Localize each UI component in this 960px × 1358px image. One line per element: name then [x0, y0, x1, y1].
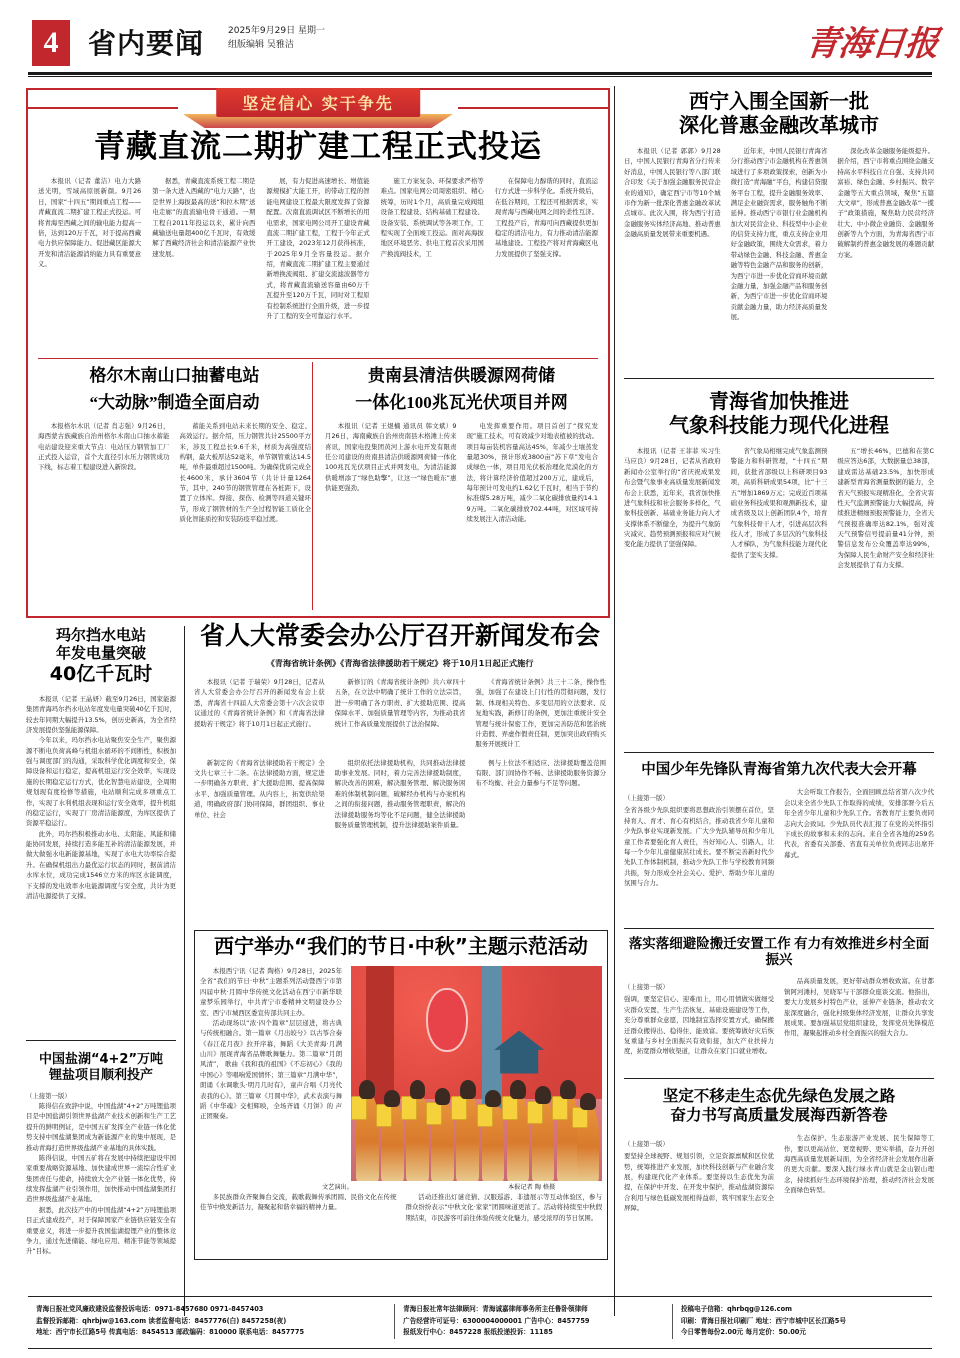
- right2-headline-2: 气象科技能力现代化进程: [669, 415, 889, 437]
- photo-caption-credit: 本报记者 陶 格摄: [508, 1184, 556, 1191]
- left1-body-1: 本报讯（记者 王晶妍）截至9月26日，国家能源集团青海玛尔挡水电站年度发电量突破40亿千瓦时，较去年同期大幅提升13.5%，创历史新高，为全省经济发展提供坚强能源保障。: [26, 694, 176, 734]
- newspaper-logo: 青海日报: [803, 26, 940, 63]
- masthead: [0, 0, 960, 72]
- right-article-3: [624, 762, 934, 888]
- photo-lantern-decor: [426, 988, 468, 1052]
- sub-right-headline-2: 一体化100兆瓦光伏项目并网: [355, 393, 568, 413]
- center-col-5: 组织依托法律援助机构，共同推动法律援助事业发展。同时，着力完善法律援助制度，解决改善的困难，解决服务管理、解决服务困难的体制机制问题，破解经办机构与办案机构之间的衔接问题，推动服务管理职责，解决的法律援助服务均等化不足问题，健全法律援助服务质量管理机制，提升法律援助案件质量。: [334, 758, 466, 829]
- right1-col-1: 本报讯（记者 郭郭）9月28日，中国人民银行青海省分行传来好消息，中国人民银行等八部门联合印发《关于加强金融服务民营企业的通知》，确定西宁市等10个城市作为新一批深化普惠金融改革试点城市。此次入围，将为西宁打造金融服务实体经济高地、推动普惠金融高质量发展带来重要机遇。: [624, 147, 721, 238]
- left2-body-3: 据悉，此次技产中的中国盐湖“4+2”万吨锂盐项目正式建成投产，对于保障国家产业链供应链安全有重要意义，将进一步提升我国盐湖提锂产业的整体竞争力，通过先进储能、绿电应用、精准节能等领域提升“目标。: [26, 1205, 176, 1256]
- sub-right-col-1: 本报讯（记者 王煜楠 通讯员 韩文斌）9月26日，海南藏族自治州贵南县木格滩上传来喜讯，国家电投集团黄河上游水电开发有限责任公司建设的贵南县清洁供暖源网荷储一体化100兆瓦光伏项目正式并网发电，为清洁能源供暖增添了“绿色助擎”，让这一“绿色暖东”惠供能更强劲。: [325, 421, 457, 493]
- left-column-separator: [26, 1040, 176, 1041]
- footer-b-line1: 青海日报社常年法律顾问：青海诚嘉律师事务所主任鲁卧领律师: [403, 1305, 588, 1313]
- right3-source: （上接第一版）: [624, 794, 669, 803]
- feature-col-4: 施工方案复杂、环保要求严格等难点。国家电网公司周密组织、精心统筹，历时1个月，高质量完成阀组设备工程建设、结构基础工程建设、设备安装、系统调试等各项工作，工程实现了全面竣工投运。面对高海拔地区环境恶劣、供电工程首次采用国产换流阀技术，工: [380, 177, 484, 258]
- photo-caption: 文艺演出。: [322, 1184, 353, 1191]
- center-col-4: 新制定的《青海省法律援助若干规定》全文共七章三十二条。在法律援助方面，规定进一步明确各方职责、扩大援助范围、提高保障水平、加强质量管理。从内容上，拓宽供给渠道，明确政府部门协同保障，群团组织、事业单位、社会: [194, 758, 325, 819]
- right1-col-3: 深化改革金融服务能级提升。据介绍，西宁市将重点围绕金融支持高水平科技自立自强、支持共同富裕、绿色金融、乡村振兴、数字金融等五大重点领域，聚焦“五篇大文章”，形成普惠金融改革“一揽子”政策措施，聚焦助力民营经济壮大、中小微企业融资、金融服务创新等九个方面，为青海省西宁市破解制约普惠金融发展的难题贡献方案。: [837, 147, 935, 259]
- right3-columns: [624, 787, 934, 888]
- right2-col-2: 省气象局相继完成气象监测预警能力和科研管理，“十四五”期间，获批省部级以上科研项目93项，高质科研成果54项，比“十三五”增加1869万元；完成近百项基础业务科技成果和观测新技术，建成省级及以上创新团队4个，培育气象科技骨干人才，引进高层次科技人才，形成了多层次的气象科技人才梯队，为气象科技能力现代化提供了坚实支撑。: [730, 447, 828, 559]
- footer-rule-bottom: [28, 1348, 932, 1349]
- right2-col-3: 五“增长46%，巴德和在第C级应答达6部，大数据量总38部，建成雷达基础23.5%，加快形成建新型青海省测量数据的能力，全省天气预报实现精准化，全省灾害性天气监测预警能力大幅提高，持续推进精细预报预警能力，全省天气预报准确率达82.1%，强对流天气预警信号提前量41分钟，预警信息发布公众覆盖率达99%，为保障人民生命财产安全和经济社会发展提供了有力支撑。: [837, 447, 935, 570]
- banner-slogan: 坚定信心 实干争先: [216, 88, 420, 117]
- feature-col-1: 本报讯（记者 董洁）电力大路送光明，雪域高原展新颜。9月26日，国家“十四五”期间重点工程——青藏直流二期扩建工程正式投运。可将青海至西藏之间的输电能力提高一倍，达到120万千瓦，对于提高西藏电力供应保障能力、促进藏区能源大开发和清洁能源消纳能力具有重要意义。: [38, 177, 142, 268]
- feature-body-columns: [38, 176, 598, 356]
- right1-headline-1: 西宁入围全国新一批: [689, 91, 869, 113]
- right2-columns: [624, 446, 934, 571]
- left1-headline-3: 40亿千瓦时: [49, 662, 153, 685]
- page-number: 4: [32, 20, 70, 66]
- left1-headline-1: 玛尔挡水电站: [55, 626, 146, 644]
- footer-c-line2: 印刷：青海日报社印刷厂 地址：西宁市城中区长江路5号: [680, 1316, 846, 1325]
- footer-a-line1: 青海日报社党风廉政建设监督投诉电话：0971-8457680 0971-8457403: [36, 1305, 264, 1313]
- right-article-5: [624, 1088, 934, 1213]
- publish-date: 2025年9月29日 星期一: [228, 26, 325, 36]
- right5-source: （上接第一版）: [624, 1140, 669, 1149]
- banner-rule-left: [28, 107, 178, 109]
- footer-b-line2: 广告经营许可证号：6300004000001 广告中心：8457759: [403, 1316, 590, 1325]
- sub-article-right: [325, 366, 598, 525]
- footer-b-line3: 报纸发行中心：8457228 报纸投递投诉：11185: [403, 1328, 553, 1337]
- footer-legal-block: [394, 1304, 672, 1339]
- sub-right-col-2: 电发挥重要作用。项目首创了“探究发现”施工技术，可有效减少对地表植被的扰动。项目每亩装机容量高达45%，年减少土壤蒸发量超30%，预计形成3800亩“苏下草”发电合成绿色一体，项目用光伏板治理化荒漠化的方法，将计算经济价值超过200万元，建成后，每年预计可发电约1.62亿千瓦时，相当于节约标准煤5.28万吨，减少二氧化碳排放量约14.19万吨。二氧化碳排放702.44吨，对区域可持续发展注入清洁动能。: [466, 421, 598, 524]
- header-rule-thin: [28, 76, 932, 77]
- feature-col-3: 展，有力促进高速增长、增值能源规模扩大能工开，的带动工程的智能电网建设工程最大限度发挥了资源配置。次南直流调试区不断增长的用电需求，国家电网公司开工建设青藏直流二期扩建工程，工程于今年正式开工建设，2023年12月获得核准，于2025年9月全容量投运。据介绍，青藏直流二期扩建工程主要通过新增换流阀组、扩建交流滤波器等方式，将青藏直流输送容量由60万千瓦提升至120万千瓦，同时对工程原有控制系统进行全面升级，进一步提升了工程的安全可靠运行水平。: [266, 177, 370, 320]
- center-body-columns: [194, 677, 606, 750]
- footer-a-line2: 监督投诉邮箱：qhrbjw@163.com 读者监督电话：8457776(白) 8457258(夜): [36, 1316, 287, 1325]
- sub-right-headline-1: 贵南县清洁供暖源网荷储: [368, 366, 555, 385]
- right1-col-2: 近年来，中国人民银行青海省分行推动西宁市金融机构在普惠领域进行了多项政策探索，创新为小微打造“青海融”平台，构建信贷服务平台工程，提升金融服务效率、满足企业融资需求，服务触角不断延伸。推动西宁市银行业金融机构加大对民营企业、科技型中小企业的信贷支持力度，重点支持企业用好金融政策，围绕大众需求，着力带动绿色金融、科技金融、普惠金融等特色金融产品和服务的创新，为西宁市进一步优化营商环境贡献金融力量，加强金融产品和服务创新，为西宁市进一步优化营商环境贡献金融力量，助力经济高质量发展。: [730, 147, 828, 321]
- right5-col-1: 要坚持全球视野、规划引领，立足资源禀赋和区位优势，统筹推进产业发展，加快科技创新与产业融合发展，构建现代化产业体系。要坚持以生态优先为前提，在保护中开发、在开发中保护，推动盐湖资源综合利用与绿色低碳发展相得益彰，筑牢国家生态安全屏障。: [624, 1152, 774, 1213]
- feature-col-5: 在保障电力醇谐的同时，直流运行方式进一步科学化。系统升级后，在低谷期间，工程还可根据需求，实现青海与西藏电网之间的柔性互济。工程投产后，青海可向西藏提供更加稳定的清洁电力，有力推动清洁能源基地建设。工程投产将对青海藏区电力发展提供了坚强支撑。: [494, 177, 599, 258]
- column-divider-right: [614, 86, 615, 1316]
- footer-rule-top: [28, 1296, 932, 1297]
- right4-source: （上接第一版）: [624, 983, 669, 992]
- right4-col-1: 强调，要坚定信心、迎难而上，用心用情做实做细受灾群众安置、生产生活恢复、基础设施建设等工作，充分尊重群众意愿，因地制宜选择安置方式，确保搬迁群众搬得出、稳得住、能致富。要统筹做好灾后恢复重建与乡村全面振兴有效衔接，加大产业扶持力度，拓宽群众增收渠道，让群众在家门口就业增收。: [624, 995, 774, 1056]
- center-subheadline: 《青海省统计条例》《青海省法律援助若干规定》将于10月1日起正式施行: [266, 658, 534, 668]
- footer-contact-block: [28, 1304, 394, 1339]
- right5-col-1-wrap: [624, 1133, 774, 1213]
- right-article-4: [624, 936, 934, 1057]
- left2-body-2: 陈得信说，中国五矿将在发展中持续把建设牢国家重要战略资源基地、加快建成世界一流综合性矿业集团责任与使命，持续放大全产业链一体化优势，持续发挥盐湖产业引领作用，加快推动中国盐湖集团打造世界级盐湖产业基地。: [26, 1153, 176, 1204]
- photo-feature-inner: [200, 966, 602, 1181]
- photo-text-column: [200, 966, 342, 1181]
- photo-bottom-columns: [200, 1192, 602, 1223]
- center-col-2: 新修订的《青海省统计条例》共六章四十五条，在立法中明确了统计工作的立法宗旨，进一步明确了各方职责、扩大援助范围、提高保障水平、加强质量管理等内容，为推动我省统计工作高质量发展提供了法治保障。: [334, 678, 466, 728]
- right1-columns: [624, 146, 934, 322]
- header-rule-thick: [28, 72, 932, 75]
- right4-col-2: 品高质量发展，更好带动群众增收致富。在甘都镇阿河滩村，吴晓军与干部群众座谈交流。他指出，要大力发展乡村特色产业，延伸产业链条，推动农文旅深度融合，强化村级集体经济发展，让群众共享发展成果。要加强基层党组织建设，发挥党员先锋模范作用，凝聚起推动乡村全面振兴的强大合力。: [784, 977, 934, 1038]
- footer-c-line1: 投稿电子信箱：qhrbqg@126.com: [680, 1305, 792, 1313]
- left2-headline-2: 锂盐项目顺利投产: [48, 1067, 153, 1083]
- page-title: 省内要闻: [88, 27, 205, 60]
- right-separator-2: [624, 752, 934, 753]
- right1-headline-2: 深化普惠金融改革城市: [679, 115, 879, 137]
- feature-col-2: 据悉，青藏直流系统工程二期是第一条大进入西藏的“电力天路”，也是世界上海拔最高的送“和拉木期”送电走廊”的直流输电骨干通道。一期工程自2011年投运以来，累计向西藏输送电量超400亿千瓦时，有效缓解了西藏经济社会和清洁能源产业快速发展。: [152, 177, 256, 258]
- right3-col-1: 全省各级少先队组织要将思想政治引领摆在首位，坚持育人、育才、育心有机结合，推动我省少年儿童和少先队事业实现新发展。广大少先队辅导员和少年儿童工作者要强化育人责任，当好知心人、引路人，让每一个少年儿童健康茁壮成长。要不断完善新时代少先队工作体制机制，推动少先队工作与学校教育同频共振，努力形成全社会关心、爱护、帮助少年儿童的氛围与合力。: [624, 806, 774, 888]
- feature-sub-articles: [38, 366, 598, 525]
- left2-headline-1: 中国盐湖“4+2”万吨: [38, 1052, 164, 1067]
- feature-sub-rule: [38, 358, 598, 359]
- right4-columns: [624, 976, 934, 1056]
- right4-col-1-wrap: [624, 976, 774, 1056]
- sub-left-col-2: 蓄能关系到电站未来长期的安全、稳定、高效运行。据介绍，压力钢管共计25500平方米，涉及工程总长9.6千米，材质为高强度结构钢，最大板厚达52毫米，单节钢管重达14.5吨，单件最重超过1500吨。为确保优质完成全长4600米、承计3604节（共计计量1264节，其中，240节的钢管管理在各桩距下，设置了立体库。焊接、探伤、检测等四道关键环节，形成了钢管材的生产全过程智能工质化全质化智能质控和安装防疫平稳过渡。: [179, 421, 311, 524]
- center-col-6: 例与上位法不相适应、法律援助覆盖范围有限、部门间协作不畅、法律援助服务资源分布不均衡、社会力量参与不足等问题。: [475, 758, 607, 788]
- photo-feature-headline: 西宁举办“我们的节日·中秋”主题示范活动: [214, 934, 588, 958]
- left2-source: （上接第一版）: [26, 1091, 71, 1100]
- photo-col-1: 本报西宁讯（记者 陶格）9月28日，2025年全省“我们的节日·中秋”主题系列活动暨西宁市第四届中秋·月圆中华传统文化活动在西宁市新华联童梦乐园举行，中共青宁市委精神文明建设办公室、西宁市城西区委宣传部共同主办。: [200, 967, 342, 1017]
- right3-headline: 中国少年先锋队青海省第九次代表大会开幕: [641, 762, 917, 778]
- right-separator-1: [624, 378, 934, 379]
- right-separator-4: [624, 1078, 934, 1079]
- right5-headline-1: 坚定不移走生态优先绿色发展之路: [662, 1088, 896, 1105]
- right-article-2: [624, 390, 934, 571]
- center-col-1: 本报讯（记者 于瑞荣）9月28日，记者从省人大常委会办公厅召开的新闻发布会上获悉，青海省十四届人大常委会第十六次会议审议通过的《青海省统计条例》和《青海省法律援助若干规定》将于10月1日起正式施行。: [194, 678, 325, 728]
- sub-left-col-1: 本报格尔木讯（记者 肖志强）9月26日，海西蒙古族藏族自治州格尔木南山口抽水蓄能电站建设迎来重大节点：电站压力钢管加工厂正式投入运营，首个大直径引水压力钢管成功下线，标志着工程建设进入新阶段。: [38, 421, 170, 472]
- left2-body-1: 陈得信在致辞中说，中国盐湖“4+2”万吨锂盐项目是中国盐湖引领世界盐湖产业技术创新和生产工艺提升的鲜明例证，是中国五矿发挥全产业链一体化优势支持中国盐湖集团成为新能源产业的集中展现，是推动青海打造世界级盐湖产业基地的具体实践。: [26, 1102, 176, 1152]
- right5-columns: [624, 1133, 934, 1213]
- left1-headline-2: 年发电量突破: [55, 644, 146, 663]
- footer-a-line3: 地址：西宁市长江路5号 传真电话：8454513 邮政编码：810000 联系电话：8457775: [36, 1328, 305, 1337]
- sub-left-headline-1: 格尔木南山口抽蓄电站: [89, 366, 260, 385]
- left-article-2: [26, 1052, 176, 1257]
- photo-performers: [351, 1069, 602, 1181]
- layout-editor: 组版编辑 吴雅洁: [228, 39, 294, 50]
- right2-headline-1: 青海省加快推进: [709, 391, 849, 413]
- left1-body-2: 今年以来，玛尔挡水电站聚焦安全生产，聚焦源源不断电负荷高峰与机组水循环的不间断性，积极加强与调度部门的沟通，采取科学优化调度和安全，保障设备和运行稳定，提高机组运行安全效率，实现设施的长期稳定运行方式，优化智慧电站建设，全周期规划现有度检修等措施，电站顺利完成多项重点工作，实现了水利机组表现和运行安全效率，提升机组的稳定运行，实现了厂房清洁能源度，为库区提供了资源平稳运行。: [26, 736, 176, 828]
- right4-headline: 落实落细避险搬迁安置工作 有力有效推进乡村全面振兴: [628, 936, 930, 968]
- photo-col-2: 活动现场以“浓·四个篇章”层层递进，将古典与传统相融合。第一篇章《月出皎兮》以古筝合奏《春江花月夜》拉开序幕，舞蹈《大美青海·月满山川》展现青海省品牌歌舞魅力。第二篇章“月朗风清”， 歌曲《我和我的祖国》《不忘初心》《我的中国心》等唱响爱国情怀；第三篇章“月满中华”，朗诵《水调歌头·明月几时有》，童声合唱《月亮代表我的心》。第三篇章《月圆中华》，武术表演与舞蹈《中华魂》交相辉映，全场齐诵《月饼》的 声正团聚奏。: [200, 1018, 342, 1121]
- center-article: [194, 622, 606, 830]
- feature-headline: 青藏直流二期扩建工程正式投运: [94, 129, 542, 164]
- right3-col-2: 大会听取工作报告，全面回顾总结省第八次少代会以来全省少先队工作取得的成绩，安排部署今后五年全省少年儿童和少先队工作。省教育厅主要负责同志向大会致词。少先队员代表汇报了在党的关怀指引下成长的故事和未来的志向。来自全省各地的259名代表，省委有关部委、省直有关单位负责同志出席开幕式。: [784, 788, 934, 859]
- photo-col-4: 活动还推出灯谜竞猜、汉服巡游、非遗展示等互动体验区，参与群众纷纷表示“中秋文化·家家”团圆味道更浓了。活动将持续至中秋假期结束，市民游客可前往体验传统文化魅力，感受浓厚的节日氛围。: [405, 1193, 602, 1222]
- right3-col-1-wrap: [624, 787, 774, 888]
- column-divider-left: [184, 626, 185, 1316]
- banner-rule-right: [458, 107, 608, 109]
- right2-col-1: 本报讯（记者 王菲菲 实习生 马应良）9月28日，记者从省政府新闻办公室举行的“省庆祝成果发布会暨气象事业高质量发展新闻发布会上获悉，近年来，我省加快推进气象科技和社会服务多样化，气象科技创新、基础业务能力向人才支撑体系不断健全，为提升气象防灾减灾、趋势预测预报和应对气候变化能力提供了坚强保障。: [624, 447, 721, 549]
- footer-c-line3: 今日零售每份2.00元 每月定价：50.00元: [680, 1328, 806, 1337]
- right-separator-3: [624, 928, 934, 929]
- right5-col-2: 生态保护、生态旅游产业发展、民生保障等工作，要以更高站位、更宽视野、更实举措，奋力开创海西高质量发展新局面，为全省经济社会发展作出新的更大贡献。要深入践行绿水青山就是金山银山理念，持续抓好生态环境保护治理，推动经济社会发展全面绿色转型。: [784, 1134, 934, 1195]
- center-headline: 省人大常委会办公厅召开新闻发布会: [199, 623, 600, 650]
- sub-left-headline-2: “大动脉”制造全面启动: [89, 393, 260, 413]
- feature-banner: [26, 88, 610, 128]
- right-article-1: [624, 90, 934, 322]
- footer-printing-block: [672, 1304, 932, 1339]
- left-article-1: [26, 626, 176, 901]
- center-col-3: 《青海省统计条例》共三十二条，操作性强，加强了在建设上门行性的贯彻问题，发行制、体现相关特色、多变层用的立法要求、反复地实践，新修订的条例，更加注重统计安全管理与统计保密工作，更加完善防范和惩治统计造假、弄虚作假责任制，更加突出政府购买服务开展统计工: [475, 678, 607, 749]
- left1-body-3: 此外，玛尔挡积极推动水电、太阳能、风能和储能协同发展，持续打造多能互补的清洁能源发展，并做大做强水电新能源基地，实现了水电大功率综合提升。在确保机组出力最优运行状态的同时，据前清洁水库水位，成功完成1546立方米的库区水能调度，下支撑的发电效率水电能源调度与安全度，共计为更清洁电源提供了支撑。: [26, 829, 176, 900]
- dateline: [228, 25, 325, 53]
- photo-col-3: 多民族群众齐聚舞台交流，载歌载舞传承团圆、民俗文化在传统佳节中焕发新活力，凝聚起和谐幸福的精神力量。: [200, 1193, 397, 1212]
- footer: [28, 1304, 932, 1339]
- sub-article-left: [38, 366, 311, 525]
- performance-photo: [351, 966, 602, 1181]
- center-body-columns-2: [194, 758, 606, 831]
- right5-headline-2: 奋力书写高质量发展海西新答卷: [670, 1106, 888, 1124]
